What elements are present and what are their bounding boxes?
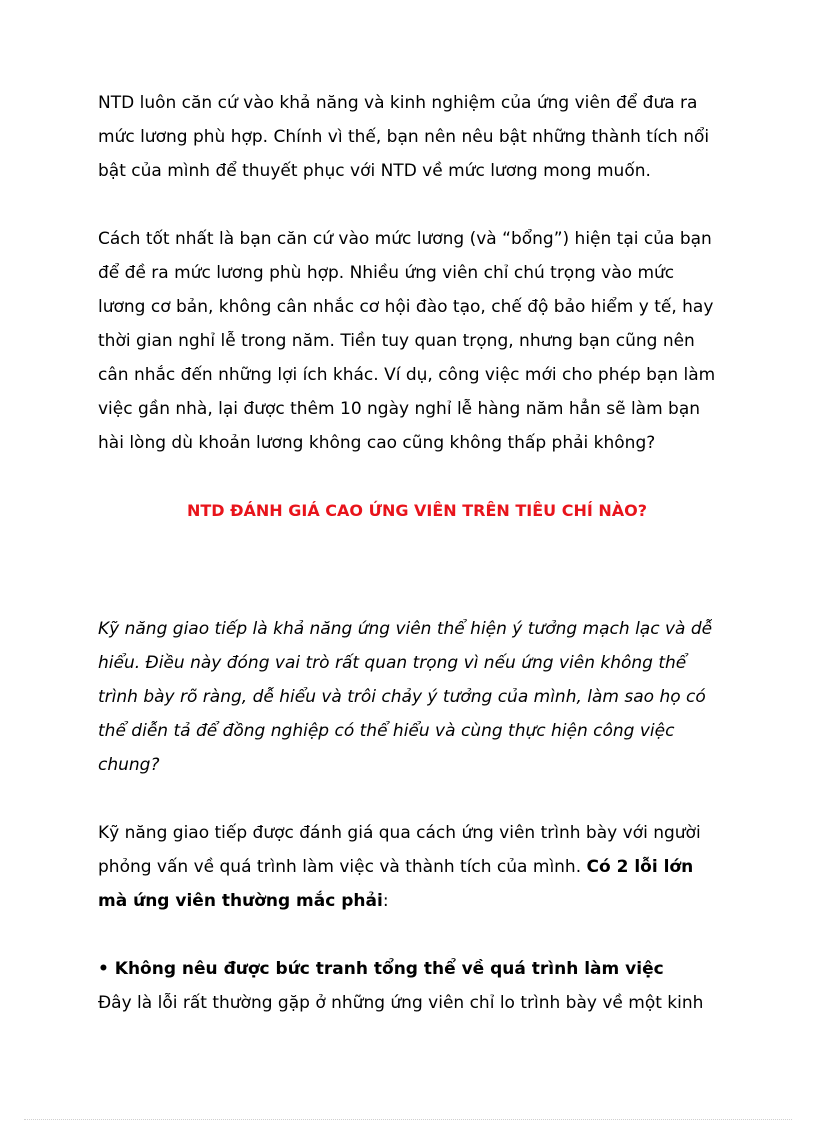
evaluation-bold-text: Có 2 lỗi lớn mà ứng viên thường mắc phải [98, 857, 694, 911]
evaluation-text: Kỹ năng giao tiếp được đánh giá qua cách ứng viên trình bày với người phỏng vấn về quá trình làm việc và thành tích của mình. [98, 823, 701, 877]
paragraph-salary-basis: NTD luôn căn cứ vào khả năng và kinh nghiệm của ứng viên để đưa ra mức lương phù hợp. Chính vì thế, bạn nên nêu bật những thành tích nổi bật của mình để thuyết phục với NTD về mức lương mong muốn. [98, 93, 710, 181]
paragraph-communication-skill: Kỹ năng giao tiếp là khả năng ứng viên thể hiện ý tưởng mạch lạc và dễ hiểu. Điều này đóng vai trò rất quan trọng vì nếu ứng viên không thể trình bày rõ ràng, dễ hiểu và trôi chảy ý tưởng của mình, làm sao họ có thể diễn tả để đồng nghiệp có thể hiểu và cùng thực hiện công việc chung? [98, 619, 713, 775]
section-heading: NTD ĐÁNH GIÁ CAO ỨNG VIÊN TRÊN TIÊU CHÍ NÀO? [186, 501, 648, 520]
evaluation-colon: : [382, 891, 389, 911]
page-bottom-divider [24, 1119, 792, 1120]
paragraph-communication-evaluation [98, 816, 720, 918]
bullet-heading: • Không nêu được bức tranh tổng thể về quá trình làm việc [98, 959, 664, 979]
paragraph-common-mistake: Đây là lỗi rất thường gặp ở những ứng viên chỉ lo trình bày về một kinh [98, 993, 704, 1013]
paragraph-salary-advice: Cách tốt nhất là bạn căn cứ vào mức lương (và “bổng”) hiện tại của bạn để đề ra mức lương phù hợp. Nhiều ứng viên chỉ chú trọng vào mức lương cơ bản, không cân nhắc cơ hội đào tạo, chế độ bảo hiểm y tế, hay thời gian nghỉ lễ trong năm. Tiền tuy quan trọng, nhưng bạn cũng nên cân nhắc đến những lợi ích khác. Ví dụ, công việc mới cho phép bạn làm việc gần nhà, lại được thêm 10 ngày nghỉ lễ hàng năm hẳn sẽ làm bạn hài lòng dù khoản lương không cao cũng không thấp phải không? [98, 229, 716, 453]
